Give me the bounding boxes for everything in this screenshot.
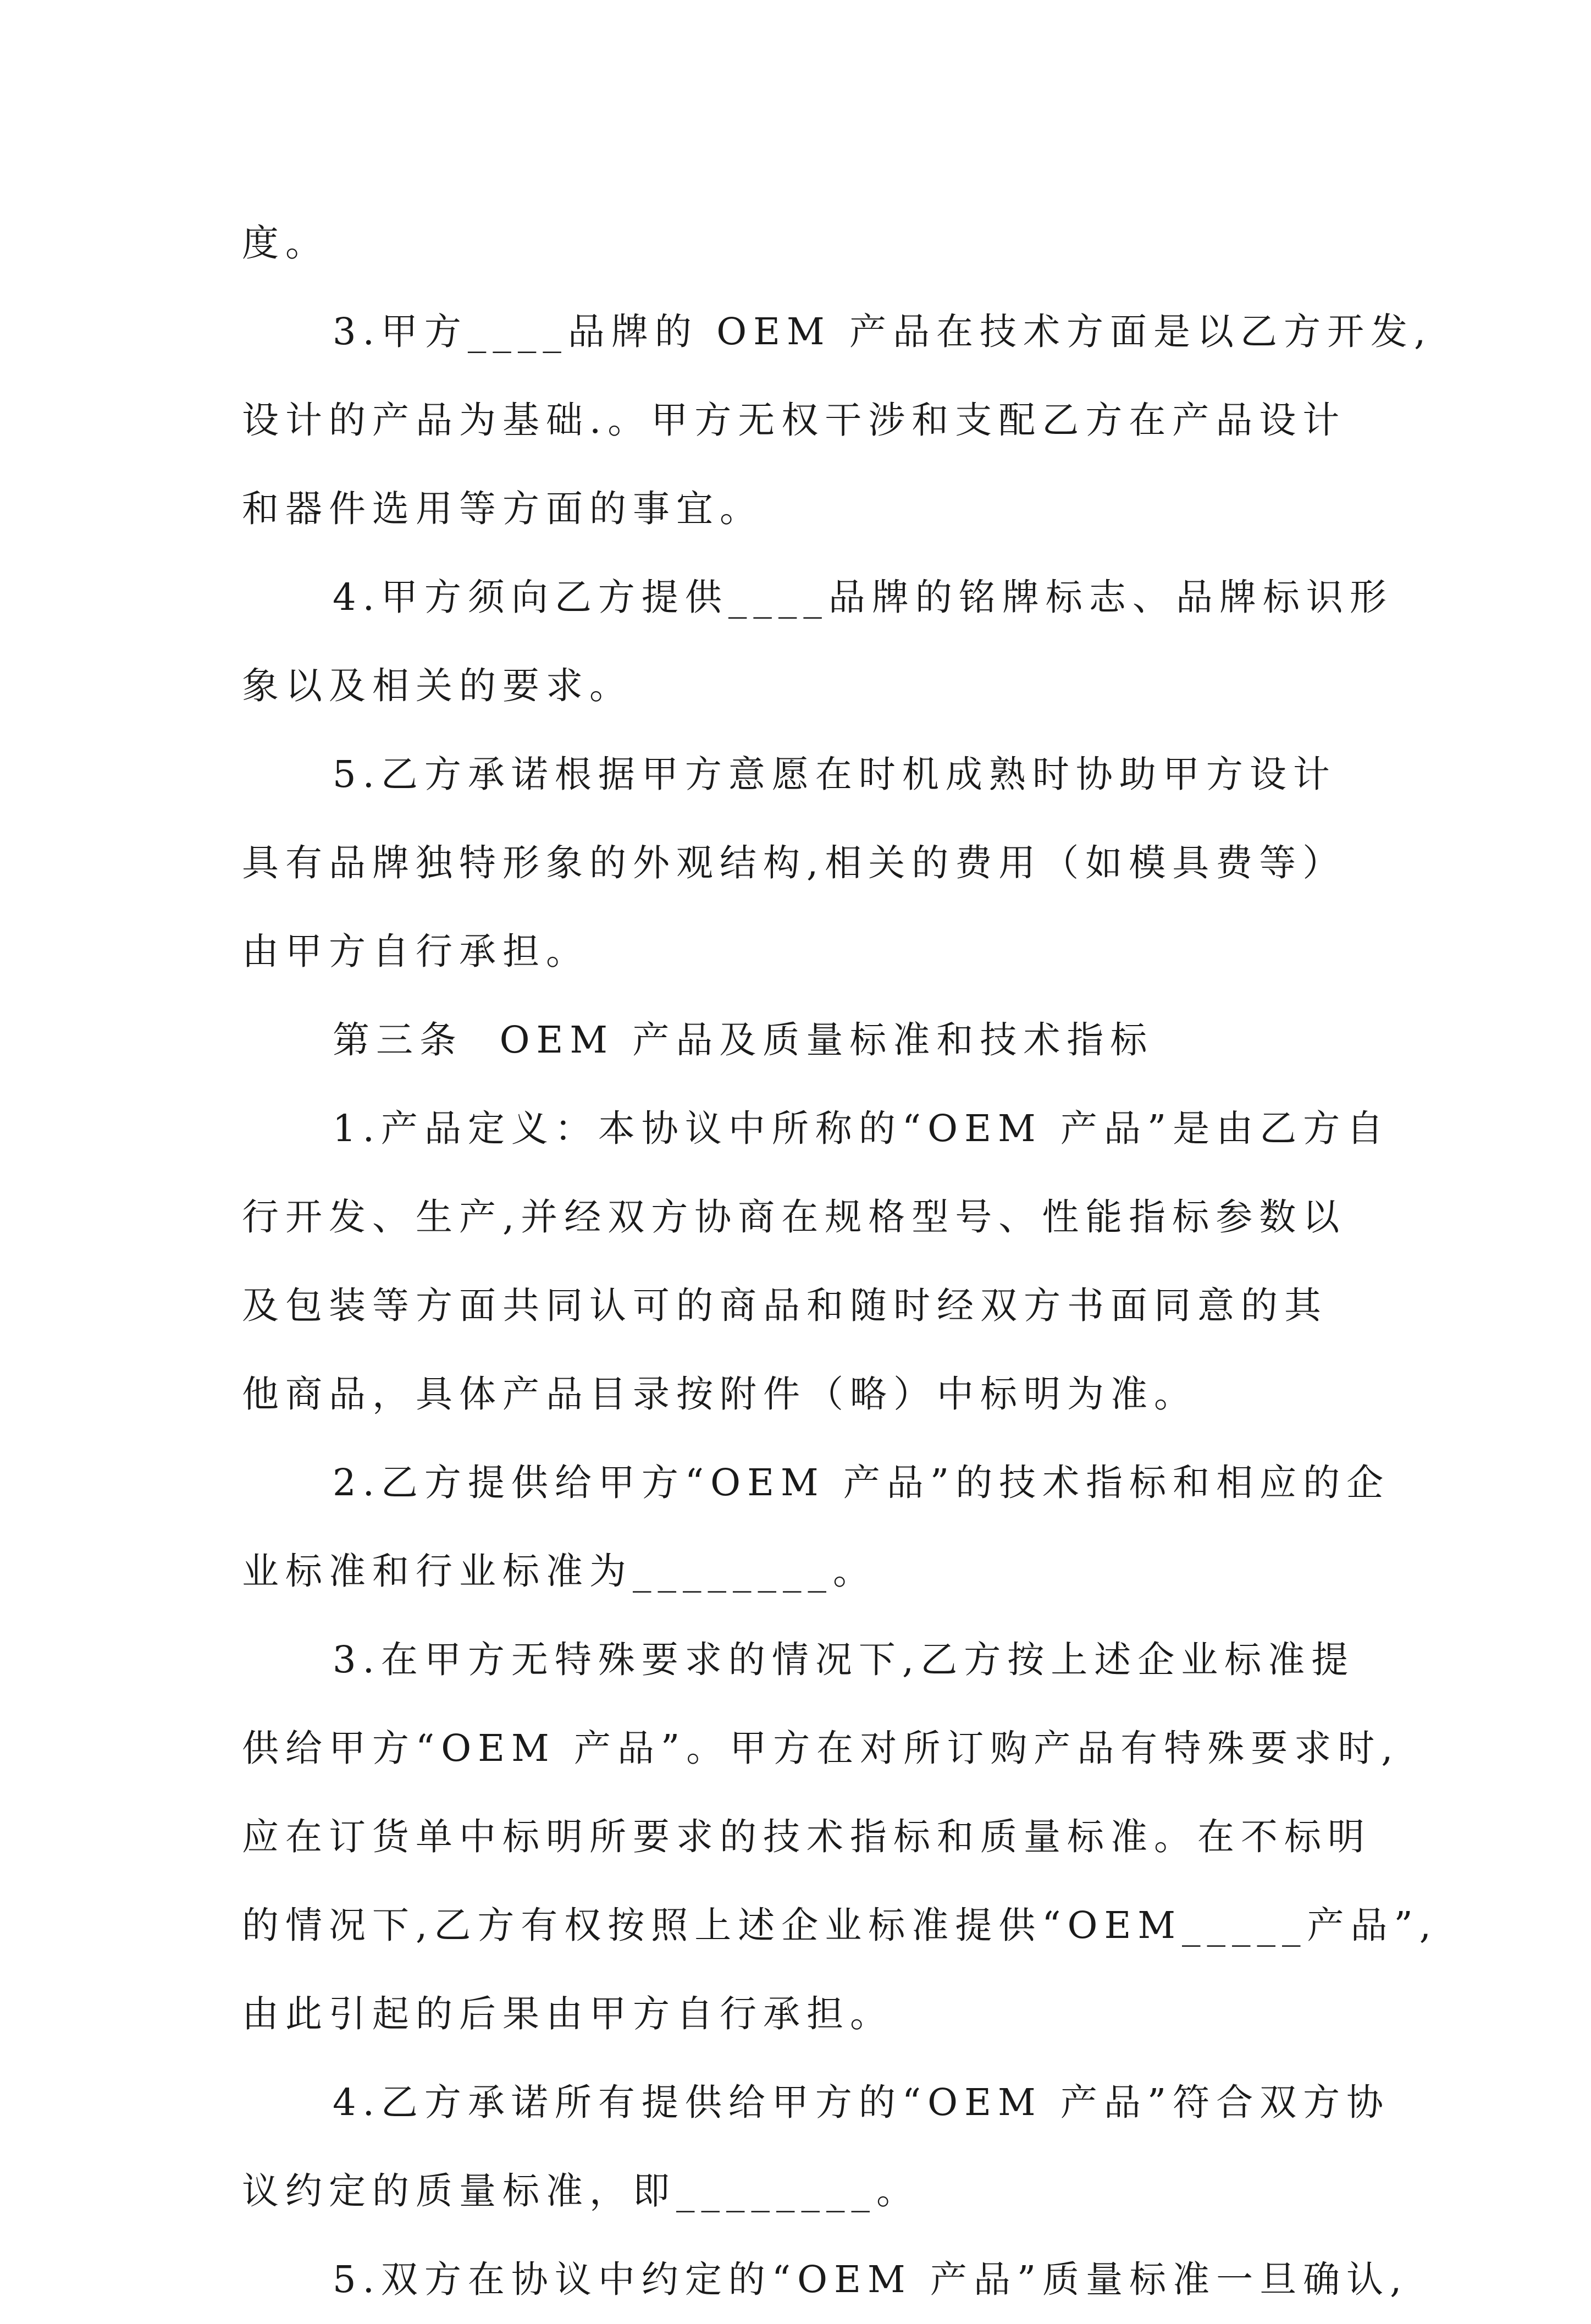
- clause-2-5-line: 5.乙方承诺根据甲方意愿在时机成熟时协助甲方设计: [333, 753, 1336, 796]
- clause-2-4-line: 4.甲方须向乙方提供____品牌的铭牌标志、品牌标识形: [333, 576, 1393, 619]
- text-line: 供给甲方“OEM 产品”。甲方在对所订购产品有特殊要求时,: [242, 1727, 1400, 1770]
- text-line: 他商品，具体产品目录按附件（略）中标明为准。: [242, 1373, 1197, 1416]
- clause-2-3-line: 3.甲方____品牌的 OEM 产品在技术方面是以乙方开发,: [333, 310, 1433, 353]
- clause-3-2-line: 2.乙方提供给甲方“OEM 产品”的技术指标和相应的企: [333, 1461, 1390, 1504]
- text-line: 及包装等方面共同认可的商品和随时经双方书面同意的其: [242, 1284, 1328, 1327]
- text-line: 度。: [242, 222, 329, 265]
- text-line: 设计的产品为基础.。甲方无权干涉和支配乙方在产品设计: [242, 399, 1346, 442]
- clause-3-3-line: 3.在甲方无特殊要求的情况下,乙方按上述企业标准提: [333, 1638, 1355, 1681]
- text-line: 议约定的质量标准，即________。: [242, 2169, 920, 2212]
- text-line: 和器件选用等方面的事宜。: [242, 487, 763, 530]
- text-line: 业标准和行业标准为________。: [242, 1550, 876, 1593]
- text-line: 应在订货单中标明所要求的技术指标和质量标准。在不标明: [242, 1815, 1371, 1858]
- text-line: 象以及相关的要求。: [242, 664, 633, 707]
- text-line: 行开发、生产,并经双方协商在规格型号、性能指标参数以: [242, 1196, 1346, 1238]
- text-line: 的情况下,乙方有权按照上述企业标准提供“OEM_____产品”,: [242, 1904, 1438, 1947]
- text-line: 由甲方自行承担。: [242, 930, 589, 973]
- article-3-heading: 第三条 OEM 产品及质量标准和技术指标: [333, 1018, 1154, 1061]
- text-line: 由此引起的后果由甲方自行承担。: [242, 1992, 893, 2035]
- text-line: 具有品牌独特形象的外观结构,相关的费用（如模具费等）: [242, 841, 1346, 884]
- clause-3-4-line: 4.乙方承诺所有提供给甲方的“OEM 产品”符合双方协: [333, 2081, 1390, 2124]
- clause-3-5-line: 5.双方在协议中约定的“OEM 产品”质量标准一旦确认,: [333, 2258, 1408, 2301]
- contract-body-text: [242, 199, 1438, 2324]
- clause-3-1-line: 1.产品定义：本协议中所称的“OEM 产品”是由乙方自: [333, 1107, 1390, 1150]
